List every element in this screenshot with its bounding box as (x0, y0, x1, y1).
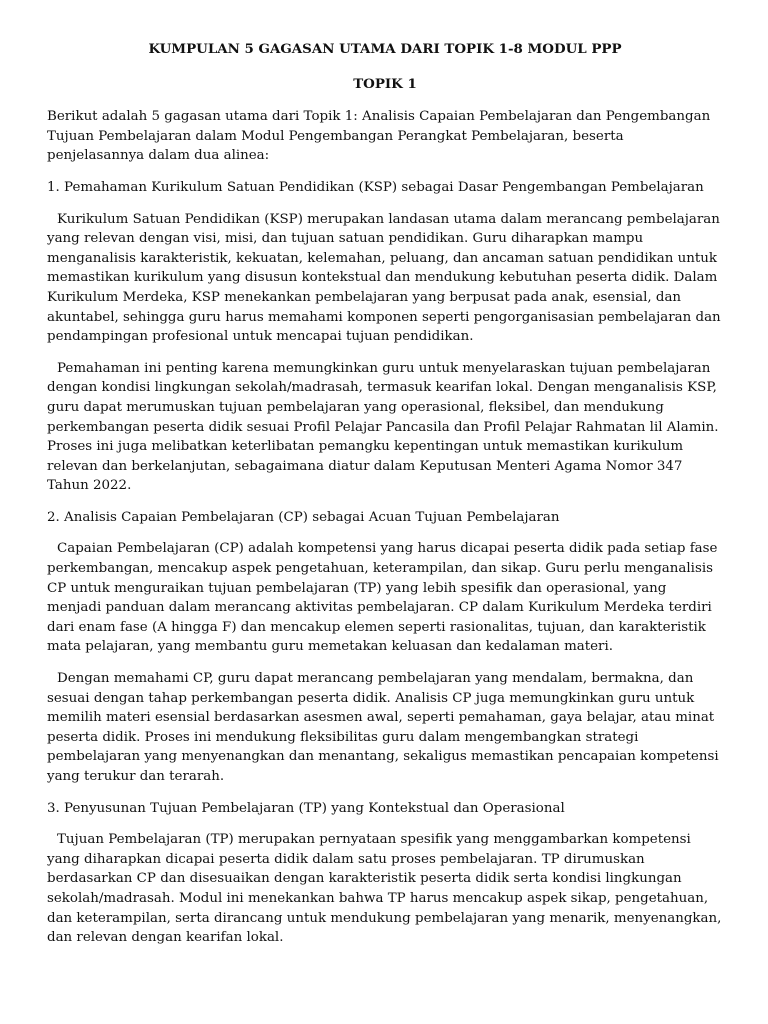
section-heading: 3. Penyusunan Tujuan Pembelajaran (TP) yang Kontekstual dan Operasional (47, 800, 565, 816)
section-paragraph: Dengan memahami CP, guru dapat merancang pembelajaran yang mendalam, bermakna, dan sesuai dengan tahap perkembangan peserta didik. Analisis CP juga memungkinkan guru untuk memilih materi esensial berdasarkan asesmen awal, seperti pemahaman, gaya belajar, atau minat peserta didik. Proses ini mendukung fleksibilitas guru dalam mengembangkan strategi pembelajaran yang menyenangkan dan menantang, sekaligus memastikan pencapaian kompetensi yang terukur dan terarah. (47, 671, 719, 784)
document-title: KUMPULAN 5 GAGASAN UTAMA DARI TOPIK 1-8 MODUL PPP (148, 41, 622, 57)
section-paragraph: Kurikulum Satuan Pendidikan (KSP) merupakan landasan utama dalam merancang pembelajaran yang relevan dengan visi, misi, dan tujuan satuan pendidikan. Guru diharapkan mampu menganalisis karakteristik, kekuatan, kelemahan, peluang, dan ancaman satuan pendidikan untuk memastikan kurikulum yang disusun kontekstual dan mendukung kebutuhan peserta didik. Dalam Kurikulum Merdeka, KSP menekankan pembelajaran yang berpusat pada anak, esensial, dan akuntabel, sehingga guru harus memahami komponen seperti pengorganisasian pembelajaran dan pendampingan profesional untuk mencapai tujuan pendidikan. (47, 211, 721, 345)
section-2 (47, 508, 723, 787)
section-heading: 2. Analisis Capaian Pembelajaran (CP) sebagai Acuan Tujuan Pembelajaran (47, 509, 560, 525)
section-paragraph: Capaian Pembelajaran (CP) adalah kompetensi yang harus dicapai peserta didik pada setiap fase perkembangan, mencakup aspek pengetahuan, keterampilan, dan sikap. Guru perlu menganalisis CP untuk menguraikan tujuan pembelajaran (TP) yang lebih spesifik dan operasional, yang menjadi panduan dalam merancang aktivitas pembelajaran. CP dalam Kurikulum Merdeka terdiri dari enam fase (A hingga F) dan mencakup elemen seperti rasionalitas, tujuan, dan karakteristik mata pelajaran, yang membantu guru memetakan keluasan dan kedalaman materi. (47, 541, 718, 655)
section-heading: 1. Pemahaman Kurikulum Satuan Pendidikan (KSP) sebagai Dasar Pengembangan Pembelajaran (47, 179, 704, 195)
section-3 (47, 799, 723, 948)
document-page (47, 40, 723, 960)
section-1 (47, 178, 723, 496)
section-paragraph: Pemahaman ini penting karena memungkinkan guru untuk menyelaraskan tujuan pembelajaran dengan kondisi lingkungan sekolah/madrasah, termasuk kearifan lokal. Dengan menganalisis KSP, guru dapat merumuskan tujuan pembelajaran yang operasional, fleksibel, dan mendukung perkembangan peserta didik sesuai Profil Pelajar Pancasila dan Profil Pelajar Rahmatan lil Alamin. Proses ini juga melibatkan keterlibatan pemangku kepentingan untuk memastikan kurikulum relevan dan berkelanjutan, sebagaimana diatur dalam Keputusan Menteri Agama Nomor 347 Tahun 2022. (47, 360, 719, 494)
intro-paragraph: Berikut adalah 5 gagasan utama dari Topik 1: Analisis Capaian Pembelajaran dan Pengembangan Tujuan Pembelajaran dalam Modul Pengembangan Perangkat Pembelajaran, beserta penjelasannya dalam dua alinea: (47, 109, 711, 164)
section-paragraph: Tujuan Pembelajaran (TP) merupakan pernyataan spesifik yang menggambarkan kompetensi yang diharapkan dicapai peserta didik dalam satu proses pembelajaran. TP dirumuskan berdasarkan CP dan disesuaikan dengan karakteristik peserta didik serta kondisi lingkungan sekolah/madrasah. Modul ini menekankan bahwa TP harus mencakup aspek sikap, pengetahuan, dan keterampilan, serta dirancang untuk mendukung pembelajaran yang menarik, menyenangkan, dan relevan dengan kearifan lokal. (47, 832, 722, 946)
document-subtitle: TOPIK 1 (353, 75, 417, 92)
